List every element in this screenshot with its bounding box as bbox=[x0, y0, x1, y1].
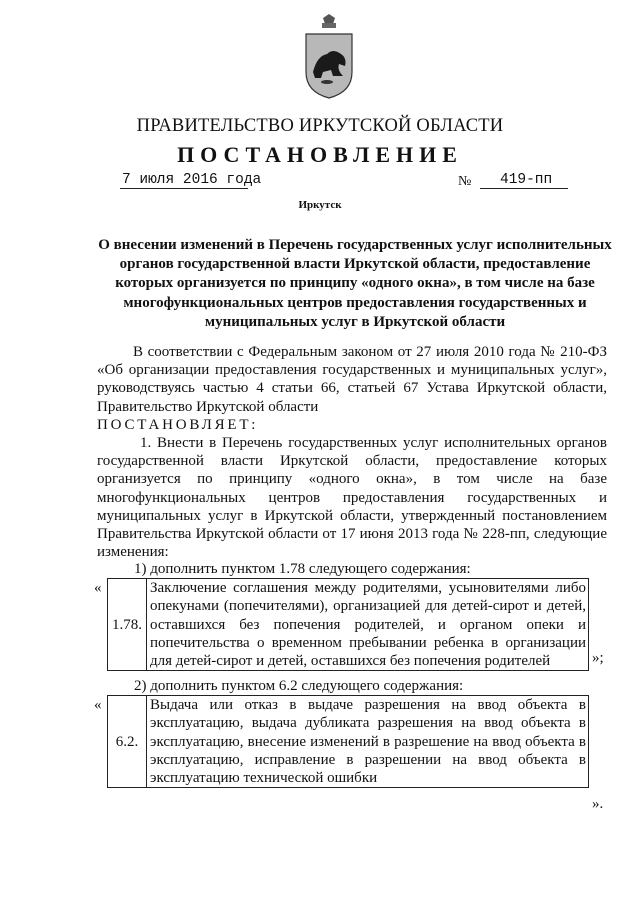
item-text: Заключение соглашения между родителями, усыновителями либо опекунами (попечителями), организацией для детей-сирот и детей, оставшихся без попечения родителей, и органом опеки и попечительства о временном пребывании ребенка в организации для детей-сирот и детей, оставшихся без попечения родителей bbox=[147, 579, 589, 671]
close-quote-1: »; bbox=[592, 650, 604, 666]
document-title: О внесении изменений в Перечень государственных услуг исполнительных органов государственной власти Иркутской области, предоставление которых организуется по принципу «одного окна», в том числе на базе многофункциональных центров предоставления государственных и муниципальных услуг в Иркутской области bbox=[98, 237, 612, 330]
document-number: 419-пп bbox=[500, 172, 553, 188]
table-row bbox=[108, 579, 589, 671]
preamble-paragraph: В соответствии с Федеральным законом от 27 июля 2010 года № 210-ФЗ «Об организации предоставления государственных и муниципальных услуг», руководствуясь частью 4 статьи 66, статьей 67 Устава Иркутской области, Правительство Иркутской области bbox=[97, 344, 607, 415]
city-name: Иркутск bbox=[298, 199, 342, 211]
item-text: Выдача или отказ в выдаче разрешения на ввод объекта в эксплуатацию, выдача дубликата разрешения на ввод объекта в эксплуатацию, внесение изменений в разрешение на ввод объекта в эксплуатацию, исправление в разрешении на ввод объекта в эксплуатацию технической ошибки bbox=[147, 696, 589, 788]
insert-table-2 bbox=[107, 695, 589, 788]
subitem-2: 2) дополнить пунктом 6.2 следующего содержания: bbox=[134, 678, 464, 694]
table-row bbox=[108, 696, 589, 788]
decrees-word: ПОСТАНОВЛЯЕТ: bbox=[97, 417, 259, 433]
item-number: 1.78. bbox=[108, 579, 147, 671]
close-quote-2: ». bbox=[592, 796, 604, 812]
coat-of-arms-icon bbox=[303, 14, 355, 100]
date-underline bbox=[120, 188, 248, 189]
number-sign: № bbox=[458, 174, 472, 189]
number-underline bbox=[480, 188, 568, 189]
item-1-paragraph bbox=[97, 434, 607, 561]
subitem-1: 1) дополнить пунктом 1.78 следующего содержания: bbox=[134, 561, 471, 577]
item-1-text: 1. Внести в Перечень государственных услуг исполнительных органов государственной власти Иркутской области, предоставление которых организуется по принципу «одного окна», в том числе на базе многофункциональных центров предоставления государственных и муниципальных услуг в Иркутской области, утвержденный постановлением Правительства Иркутской области от 17 июня 2013 года № 228-пп, следующие изменения: bbox=[97, 435, 607, 561]
open-quote-2: « bbox=[94, 697, 102, 713]
open-quote-1: « bbox=[94, 580, 102, 596]
insert-table-1 bbox=[107, 578, 589, 671]
document-date: 7 июля 2016 года bbox=[122, 172, 262, 188]
item-number: 6.2. bbox=[108, 696, 147, 788]
government-name: ПРАВИТЕЛЬСТВО ИРКУТСКОЙ ОБЛАСТИ bbox=[136, 116, 504, 136]
document-type: ПОСТАНОВЛЕНИЕ bbox=[177, 142, 463, 167]
